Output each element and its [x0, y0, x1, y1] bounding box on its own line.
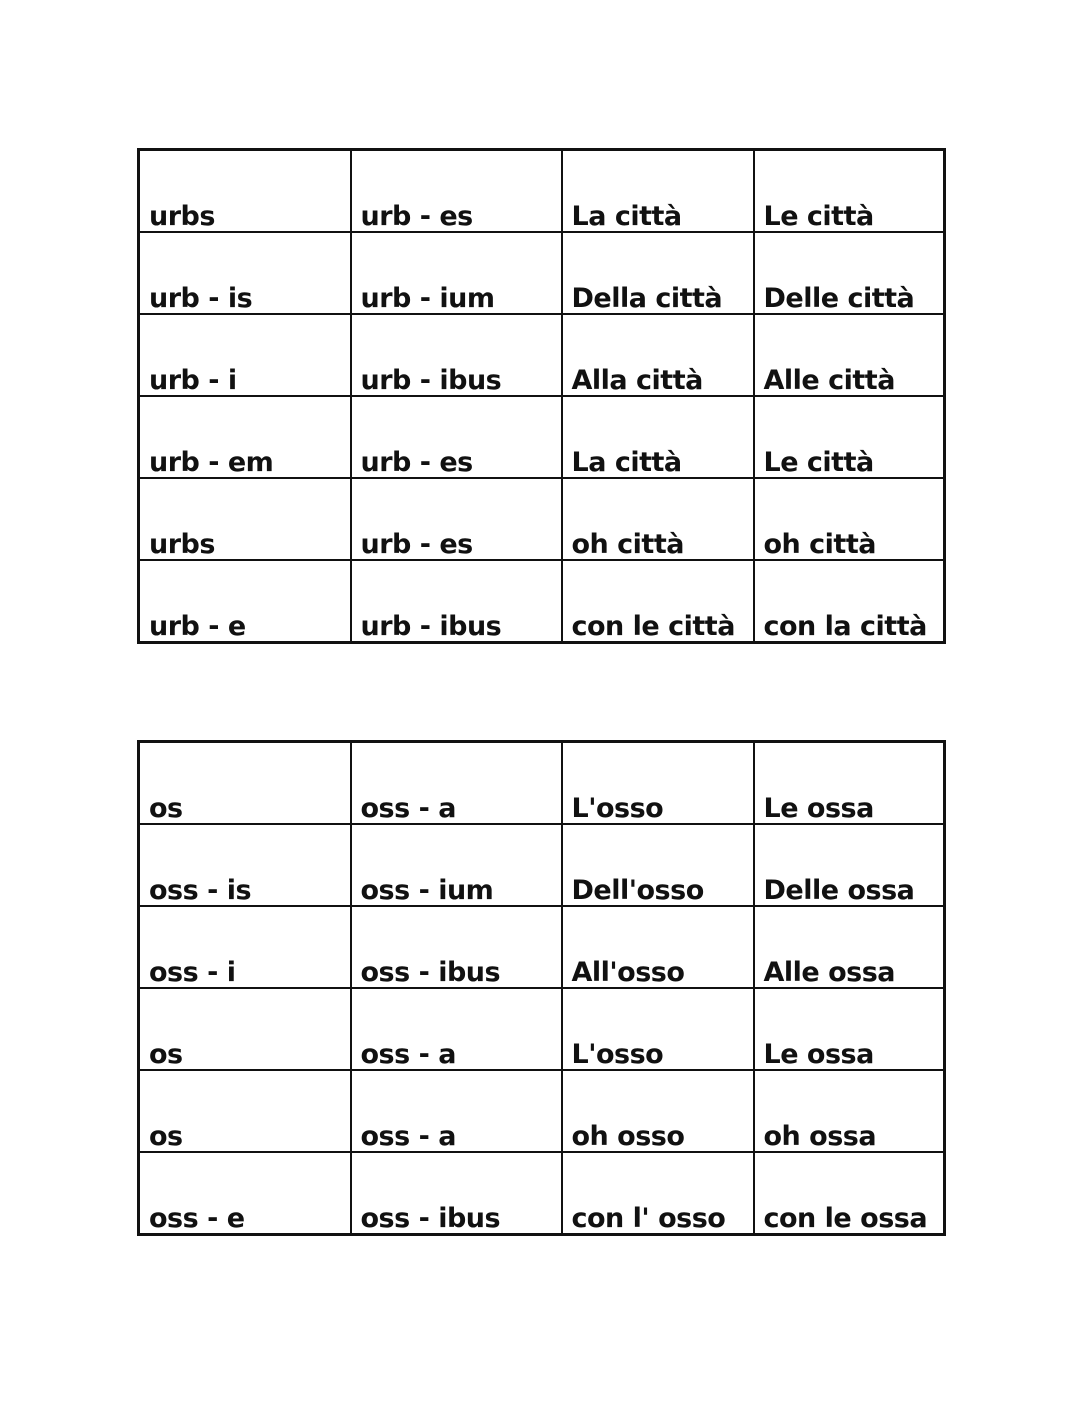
table-cell: oss - a — [351, 988, 562, 1070]
table-cell: urb - es — [351, 478, 562, 560]
table-cell: Alle città — [754, 314, 945, 396]
table-cell: urb - es — [351, 396, 562, 478]
table-cell: Alla città — [562, 314, 754, 396]
table-row — [139, 150, 945, 233]
table-cell: oss - a — [351, 1070, 562, 1152]
table-cell: urb - ium — [351, 232, 562, 314]
table-cell: All'osso — [562, 906, 754, 988]
table-row — [139, 478, 945, 560]
table-cell: L'osso — [562, 742, 754, 825]
table-cell: Della città — [562, 232, 754, 314]
table-cell: oss - ibus — [351, 906, 562, 988]
table-row — [139, 988, 945, 1070]
table-row — [139, 396, 945, 478]
table-cell: urb - es — [351, 150, 562, 233]
table-cell: urb - ibus — [351, 314, 562, 396]
table-row — [139, 560, 945, 643]
table-cell: con le ossa — [754, 1152, 945, 1235]
table-cell: oss - i — [139, 906, 351, 988]
table-cell: urbs — [139, 478, 351, 560]
table-cell: L'osso — [562, 988, 754, 1070]
table-cell: urb - em — [139, 396, 351, 478]
table-cell: Le ossa — [754, 742, 945, 825]
table-cell: urb - e — [139, 560, 351, 643]
table-row — [139, 232, 945, 314]
table-cell: con le città — [562, 560, 754, 643]
table-cell: urb - ibus — [351, 560, 562, 643]
table-cell: oss - ium — [351, 824, 562, 906]
table-row — [139, 314, 945, 396]
table-row — [139, 1152, 945, 1235]
table-cell: La città — [562, 150, 754, 233]
table-cell: La città — [562, 396, 754, 478]
table-cell: con l' osso — [562, 1152, 754, 1235]
table-cell: oss - is — [139, 824, 351, 906]
table-cell: oss - a — [351, 742, 562, 825]
table-row — [139, 824, 945, 906]
table-cell: Le ossa — [754, 988, 945, 1070]
table-cell: os — [139, 1070, 351, 1152]
declension-table-urbs — [137, 148, 946, 644]
table-cell: Le città — [754, 396, 945, 478]
declension-table-os — [137, 740, 946, 1236]
table-cell: os — [139, 742, 351, 825]
table-cell: con la città — [754, 560, 945, 643]
table-cell: oh osso — [562, 1070, 754, 1152]
table-cell: Dell'osso — [562, 824, 754, 906]
table-row — [139, 742, 945, 825]
table-cell: Alle ossa — [754, 906, 945, 988]
table-cell: oss - e — [139, 1152, 351, 1235]
table-cell: os — [139, 988, 351, 1070]
table-cell: Delle città — [754, 232, 945, 314]
table-cell: Delle ossa — [754, 824, 945, 906]
table-cell: urb - i — [139, 314, 351, 396]
table-cell: urbs — [139, 150, 351, 233]
table-cell: oh città — [562, 478, 754, 560]
table-cell: urb - is — [139, 232, 351, 314]
table-cell: Le città — [754, 150, 945, 233]
table-row — [139, 1070, 945, 1152]
table-cell: oh ossa — [754, 1070, 945, 1152]
table-cell: oss - ibus — [351, 1152, 562, 1235]
table-row — [139, 906, 945, 988]
table-cell: oh città — [754, 478, 945, 560]
